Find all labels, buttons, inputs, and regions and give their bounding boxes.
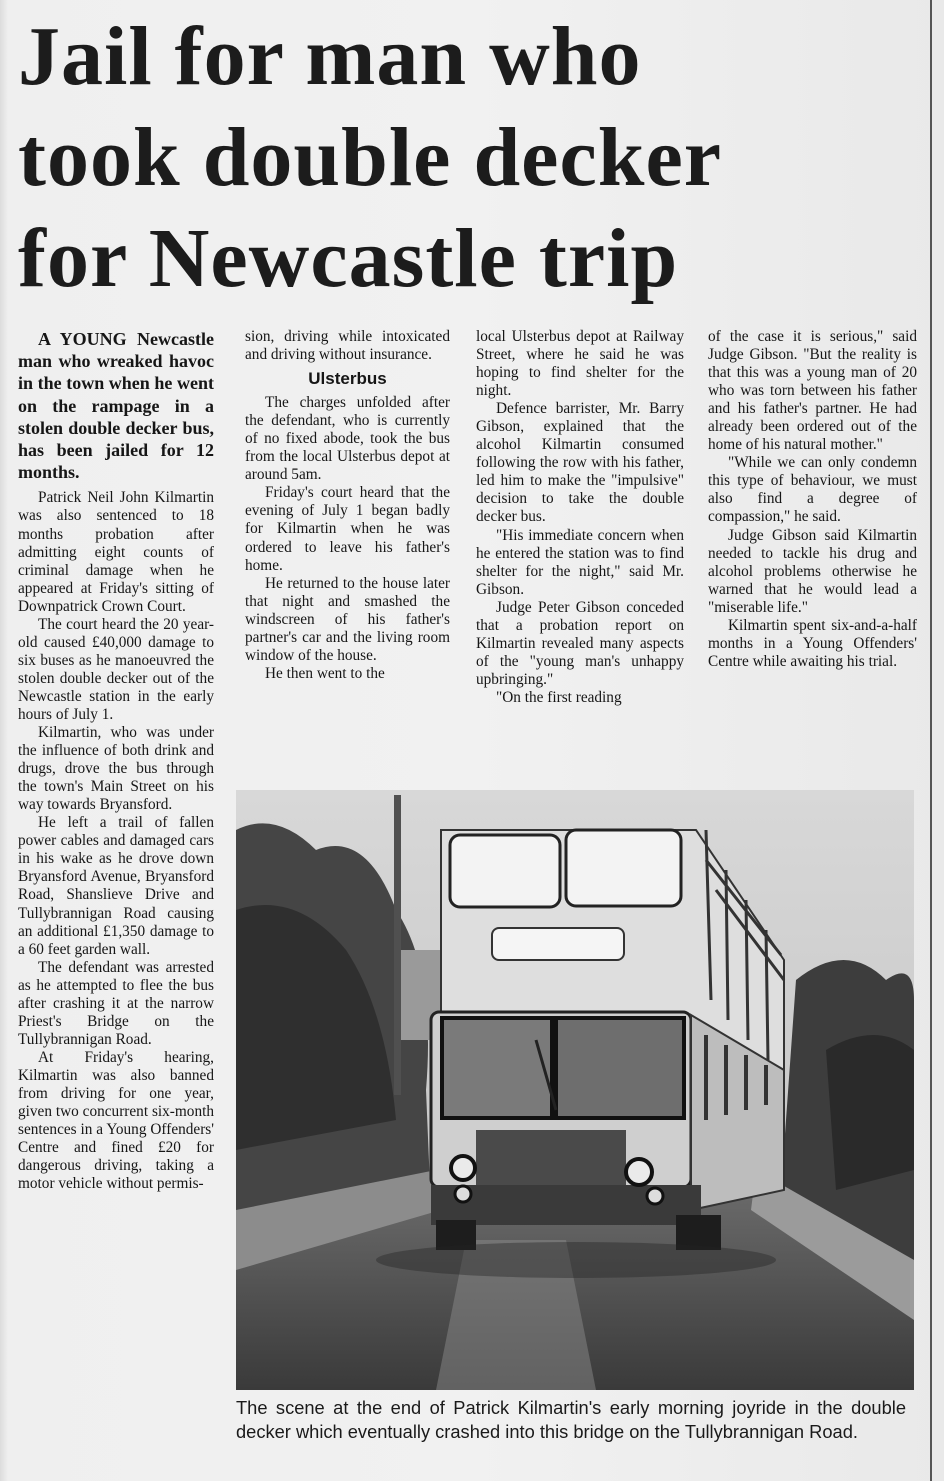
column-rule [930,0,932,1481]
photo-caption: The scene at the end of Patrick Kilmartin's early morning joyride in the double decker which eventually crashed into this bridge on the Tullybrannigan Road. [236,1397,906,1442]
article-column-1 [18,328,214,1193]
paragraph: He left a trail of fallen power cables and damaged cars in his wake as he drove down Bryansford Avenue, Bryansford Road, Shanslieve Drive and Tullybrannigan Road causing an additional £1,350 damage to a 60 feet garden wall. [18,814,214,958]
paragraph: local Ulsterbus depot at Railway Street, where he said he was hoping to find shelter for the night. [476,328,684,400]
bus-photo-icon [236,790,914,1390]
paragraph: Judge Gibson said Kilmartin needed to tackle his drug and alcohol problems otherwise he warned that he would lead a "miserable life." [708,526,917,616]
paragraph: He then went to the [265,664,385,682]
paragraph: Judge Peter Gibson conceded that a probation report on Kilmartin revealed many aspects of the "young man's unhappy upbringing." [476,598,684,688]
paragraph: The court heard the 20 year-old caused £40,000 damage to six buses as he manoeuvred the stolen double decker out of the Newcastle station in the early hours of July 1. [18,615,214,723]
lead-paragraph: A YOUNG Newcastle man who wreaked havoc in the town when he went on the rampage in a stolen double decker bus, has been jailed for 12 months. [18,329,214,483]
article-column-4 [708,328,917,671]
headline-line-2: took double decker [18,111,723,204]
paragraph: of the case it is serious," said Judge Gibson. "But the reality is that this was a young man of 20 who was torn between his father and his father's partner. He had already been ordered out of the home of his natural mother." [708,328,917,454]
paragraph: Kilmartin spent six-and-a-half months in a Young Offenders' Centre while awaiting his trial. [708,616,917,670]
article-column-3 [476,328,684,707]
paragraph: "On the first reading [496,688,622,706]
paragraph: Kilmartin, who was under the influence of both drink and drugs, drove the bus through the town's Main Street on his way towards Bryansford. [18,724,214,814]
paragraph: At Friday's hearing, Kilmartin was also banned from driving for one year, given two concurrent six-month sentences in a Young Offenders' Centre and fined £20 for dangerous driving, taking a motor vehicle without permis- [18,1048,214,1193]
paragraph: Patrick Neil John Kilmartin was also sentenced to 18 months probation after admitting eight counts of criminal damage when he appeared at Friday's sitting of Downpatrick Crown Court. [18,489,214,615]
paragraph: The defendant was arrested as he attempted to flee the bus after crashing it at the narrow Priest's Bridge on the Tullybrannigan Road. [18,958,214,1048]
paragraph: The charges unfolded after the defendant, who is currently of no fixed abode, took the bus from the local Ulsterbus depot at around 5am. [245,394,450,484]
bus-photo [236,790,914,1390]
article-column-2 [245,328,450,683]
paragraph: Defence barrister, Mr. Barry Gibson, explained that the alcohol Kilmartin consumed following the row with his father, led him to make the "impulsive" decision to take the double decker bus. [476,400,684,526]
paragraph: He returned to the house later that night and smashed the windscreen of his father's partner's car and the living room window of the house. [245,574,450,664]
subheading: Ulsterbus [308,369,387,389]
paragraph: "While we can only condemn this type of behaviour, we must also find a degree of compassion," he said. [708,454,917,526]
headline [18,6,923,309]
paragraph: "His immediate concern when he entered the station was to find shelter for the night," said Mr. Gibson. [476,526,684,598]
paragraph: Friday's court heard that the evening of July 1 began badly for Kilmartin when he was ordered to leave his father's home. [245,484,450,574]
headline-line-3: for Newcastle trip [18,212,679,305]
headline-line-1: Jail for man who [18,10,642,103]
paragraph: sion, driving while intoxicated and driving without insurance. [245,328,450,364]
